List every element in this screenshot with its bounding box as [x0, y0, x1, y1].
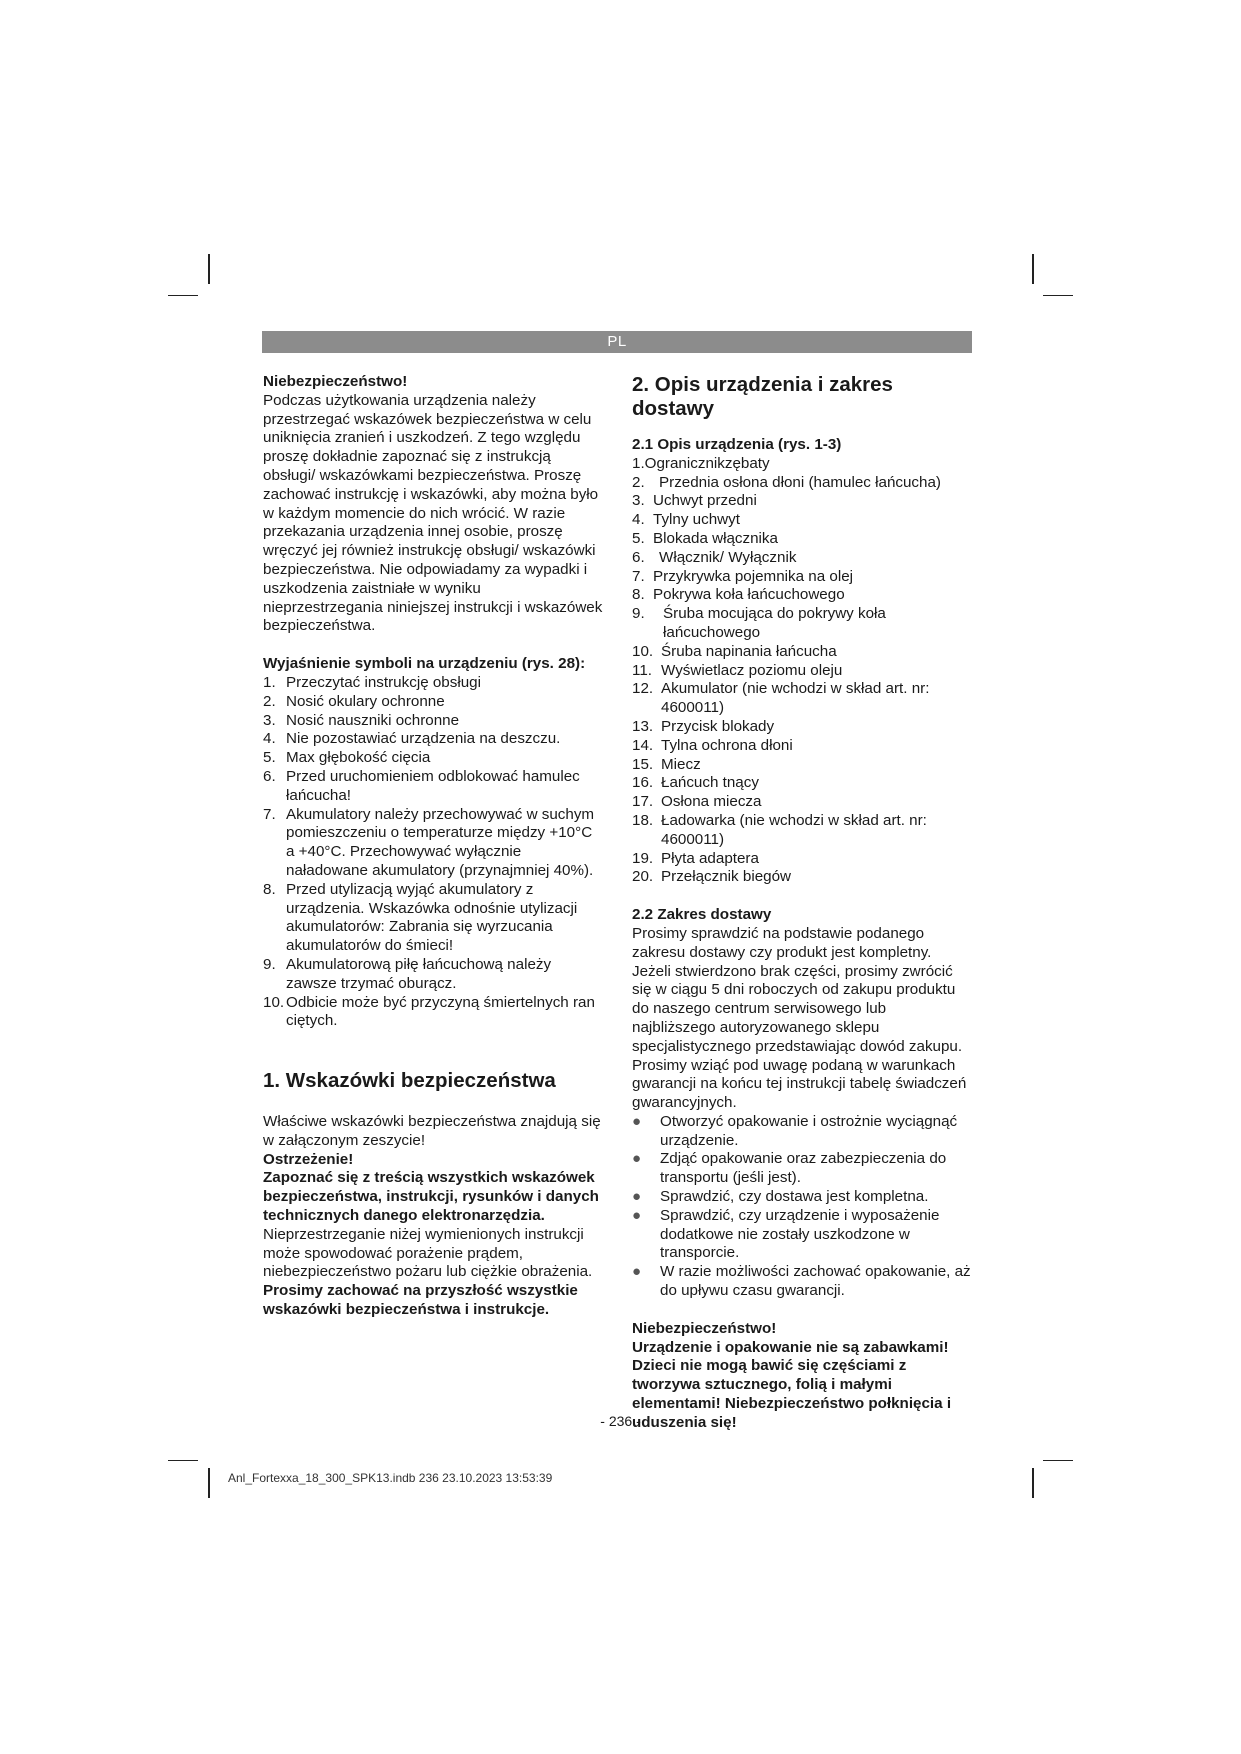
list-item [632, 1188, 972, 1207]
item-number: 2. [263, 692, 276, 710]
item-text: Płyta adaptera [661, 849, 759, 867]
crop-mark-bottom-left-vertical [208, 1468, 210, 1498]
item-text: W razie możliwości zachować opakowanie, aż do upływu czasu gwarancji. [660, 1263, 971, 1300]
list-item [632, 774, 972, 793]
item-number: 15. [632, 755, 654, 773]
item-text: Miecz [661, 755, 701, 773]
list-item [263, 806, 603, 881]
bullet-icon: ● [632, 1150, 642, 1168]
item-text: Pokrywa koła łańcuchowego [653, 586, 845, 604]
crop-mark-bottom-left-horizontal [168, 1460, 198, 1461]
item-text: Śruba napinania łańcucha [661, 642, 837, 660]
item-number: 6. [632, 548, 645, 566]
list-item [632, 737, 972, 756]
list-item [632, 662, 972, 681]
list-item [632, 680, 972, 718]
warning-text: Podczas użytkowania urządzenia należy przestrzegać wskazówek bezpieczeństwa w celu uniknięcia zranień i uszkodzeń. Z tego względu proszę dokładnie zapoznać się z instrukcją obsługi/ wskazówkami bezpieczeństwa. Proszę zachować instrukcję i wskazówki, aby można było w każdym momencie do nich wrócić. W razie przekazania urządzenia innej osobie, proszę wręczyć jej również instrukcję obsługi/ wskazówki bezpieczeństwa. Nie odpowiadamy za wypadki i uszkodzenia zaistniałe w wyniku nieprzestrzegania niniejszej instrukcji i wskazówek bezpieczeństwa. [263, 391, 603, 635]
item-text: Przełącznik biegów [661, 868, 791, 886]
item-text: Nosić okulary ochronne [286, 692, 445, 710]
item-text: Łańcuch tnący [661, 774, 759, 792]
bullet-icon: ● [632, 1112, 642, 1130]
item-number: 2. [632, 473, 645, 491]
list-item [263, 994, 603, 1032]
item-number: 9. [263, 955, 276, 973]
item-text: Uchwyt przedni [653, 492, 757, 510]
bullet-icon: ● [632, 1263, 642, 1281]
crop-mark-top-left-horizontal [168, 295, 198, 296]
item-number: 11. [632, 661, 652, 679]
caution-text: Nieprzestrzeganie niżej wymienionych instrukcji może spowodować porażenie prądem, niebezpieczeństwo pożaru lub ciężkie obrażenia. [263, 1225, 593, 1281]
delivery-text: Prosimy sprawdzić na podstawie podanego zakresu dostawy czy produkt jest kompletny. Jeżeli stwierdzono brak części, prosimy zwrócić się w ciągu 5 dni roboczych od zakupu produktu do naszego centrum serwisowego lub najbliższego autoryzowanego sklepu specjalistycznego przedstawiając dowód zakupu. Prosimy wziąć pod uwagę podaną w warunkach gwarancji na końcu tej instrukcji tabelę świadczeń gwarancyjnych. [632, 924, 967, 1112]
left-column [263, 373, 603, 1320]
list-item [632, 812, 972, 850]
list-item [632, 492, 972, 511]
item-number: 17. [632, 793, 654, 811]
item-text: Blokada włącznika [653, 529, 778, 547]
item-text: Otworzyć opakowanie i ostrożnie wyciągnąć urządzenie. [660, 1112, 958, 1149]
bullet-icon: ● [632, 1206, 642, 1224]
item-number: 19. [632, 849, 654, 867]
item-text: Przeczytać instrukcję obsługi [286, 673, 481, 691]
item-number: 3. [632, 492, 645, 510]
item-text: 1.Ogranicznikzębaty [632, 454, 770, 472]
item-number: 4. [632, 511, 645, 529]
list-item [632, 1150, 972, 1188]
page-number: - 236 - [600, 1413, 641, 1429]
item-text: Tylna ochrona dłoni [661, 736, 793, 754]
crop-mark-bottom-right-horizontal [1043, 1460, 1073, 1461]
list-item [632, 718, 972, 737]
item-text: Nie pozostawiać urządzenia na deszczu. [286, 730, 561, 748]
item-number: 5. [632, 529, 645, 547]
item-text: Akumulator (nie wchodzi w skład art. nr: 4600011) [661, 680, 930, 717]
list-item [632, 474, 972, 493]
item-number: 3. [263, 711, 276, 729]
list-item [632, 511, 972, 530]
list-item [632, 568, 972, 587]
item-text: Osłona miecza [661, 793, 762, 811]
sub22-title: 2.2 Zakres dostawy [632, 906, 772, 924]
item-text: Przycisk blokady [661, 717, 775, 735]
item-text: Przed uruchomieniem odblokować hamulec łańcucha! [286, 767, 580, 804]
item-number: 10. [632, 642, 654, 660]
item-number: 16. [632, 774, 654, 792]
caution-title: Ostrzeżenie! [263, 1150, 354, 1168]
item-text: Śruba mocująca do pokrywy koła łańcuchowego [663, 605, 886, 641]
item-number: 5. [263, 749, 276, 767]
keep-note: Prosimy zachować na przyszłość wszystkie wskazówki bezpieczeństwa i instrukcje. [263, 1282, 578, 1319]
parts-list [632, 455, 972, 887]
item-number: 20. [632, 868, 654, 886]
list-item [632, 549, 972, 568]
list-item [263, 730, 603, 749]
list-item [632, 455, 972, 474]
list-item [632, 793, 972, 812]
list-item [632, 605, 972, 643]
section1-intro: Właściwe wskazówki bezpieczeństwa znajdują się w załączonym zeszycie! [263, 1113, 601, 1149]
item-number: 18. [632, 811, 654, 829]
warning-title: Niebezpieczeństwo! [263, 373, 408, 390]
delivery-checklist [632, 1113, 972, 1301]
item-text: Sprawdzić, czy urządzenie i wyposażenie dodatkowe nie zostały uszkodzone w transporcie. [660, 1206, 940, 1262]
list-item [632, 868, 972, 887]
caution-paragraph [263, 1169, 603, 1282]
item-number: 12. [632, 680, 654, 698]
item-text: Zdjąć opakowanie oraz zabezpieczenia do transportu (jeśli jest). [660, 1150, 947, 1187]
list-item [632, 586, 972, 605]
item-number: 7. [263, 805, 276, 823]
list-item [263, 749, 603, 768]
symbols-list [263, 674, 603, 1031]
list-item [263, 881, 603, 956]
item-text: Wyświetlacz poziomu oleju [661, 661, 843, 679]
item-number: 1. [263, 673, 276, 691]
crop-mark-top-right-vertical [1032, 254, 1034, 284]
list-item [263, 712, 603, 731]
section1-title: 1. Wskazówki bezpieczeństwa [263, 1069, 556, 1093]
list-item [632, 643, 972, 662]
symbols-title: Wyjaśnienie symboli na urządzeniu (rys. 28): [263, 655, 586, 673]
language-bar: PL [262, 331, 972, 353]
list-item [632, 1113, 972, 1151]
item-text: Nosić nauszniki ochronne [286, 711, 460, 729]
sub21-title: 2.1 Opis urządzenia (rys. 1-3) [632, 436, 842, 453]
crop-mark-top-right-horizontal [1043, 295, 1073, 296]
item-number: 7. [632, 567, 645, 585]
crop-mark-top-left-vertical [208, 254, 210, 284]
section2-title: 2. Opis urządzenia i zakres dostawy [632, 373, 893, 420]
item-text: Tylny uchwyt [653, 511, 740, 529]
item-text: Przykrywka pojemnika na olej [653, 567, 854, 585]
list-item [263, 956, 603, 994]
item-number: 6. [263, 767, 276, 785]
item-text: Odbicie może być przyczyną śmiertelnych ran ciętych. [286, 993, 595, 1030]
caution-bold: Zapoznać się z treścią wszystkich wskazówek bezpieczeństwa, instrukcji, rysunków i danych technicznych danego elektronarzędzia. [263, 1169, 599, 1225]
item-number: 10. [263, 993, 285, 1011]
list-item [632, 530, 972, 549]
item-number: 14. [632, 736, 654, 754]
item-text: Przednia osłona dłoni (hamulec łańcucha) [659, 473, 941, 491]
item-number: 8. [632, 586, 645, 604]
list-item [263, 674, 603, 693]
item-number: 4. [263, 730, 276, 748]
item-text: Ładowarka (nie wchodzi w skład art. nr: 4600011) [661, 811, 927, 848]
item-number: 9. [632, 605, 645, 623]
right-column [632, 373, 972, 1433]
bullet-icon: ● [632, 1188, 642, 1206]
danger-title: Niebezpieczeństwo! [632, 1319, 777, 1337]
list-item [632, 1207, 972, 1263]
crop-mark-bottom-right-vertical [1032, 1468, 1034, 1498]
list-item [632, 756, 972, 775]
item-number: 8. [263, 880, 276, 898]
item-text: Włącznik/ Wyłącznik [659, 548, 797, 566]
list-item [632, 850, 972, 869]
item-text: Max głębokość cięcia [286, 749, 431, 767]
item-text: Sprawdzić, czy dostawa jest kompletna. [660, 1188, 929, 1206]
list-item [632, 1263, 972, 1301]
list-item [263, 693, 603, 712]
list-item [263, 768, 603, 806]
item-text: Akumulatory należy przechowywać w suchym pomieszczeniu o temperaturze między +10°C a +40°C. Przechowywać wyłącznie naładowane akumulatory (przynajmniej 40%). [286, 805, 595, 879]
item-text: Przed utylizacją wyjąć akumulatory z urządzenia. Wskazówka odnośnie utylizacji akumulatorów: Zabrania się wyrzucania akumulatorów do śmieci! [286, 880, 578, 955]
print-slug: Anl_Fortexxa_18_300_SPK13.indb 236 23.10.2023 13:53:39 [228, 1471, 553, 1485]
item-text: Akumulatorową piłę łańcuchową należy zawsze trzymać oburącz. [286, 955, 552, 992]
item-number: 13. [632, 717, 654, 735]
danger-text: Urządzenie i opakowanie nie są zabawkami! Dzieci nie mogą bawić się częściami z tworzywa sztucznego, folią i małymi elementami! Niebezpieczeństwo połknięcia i uduszenia się! [632, 1338, 952, 1431]
